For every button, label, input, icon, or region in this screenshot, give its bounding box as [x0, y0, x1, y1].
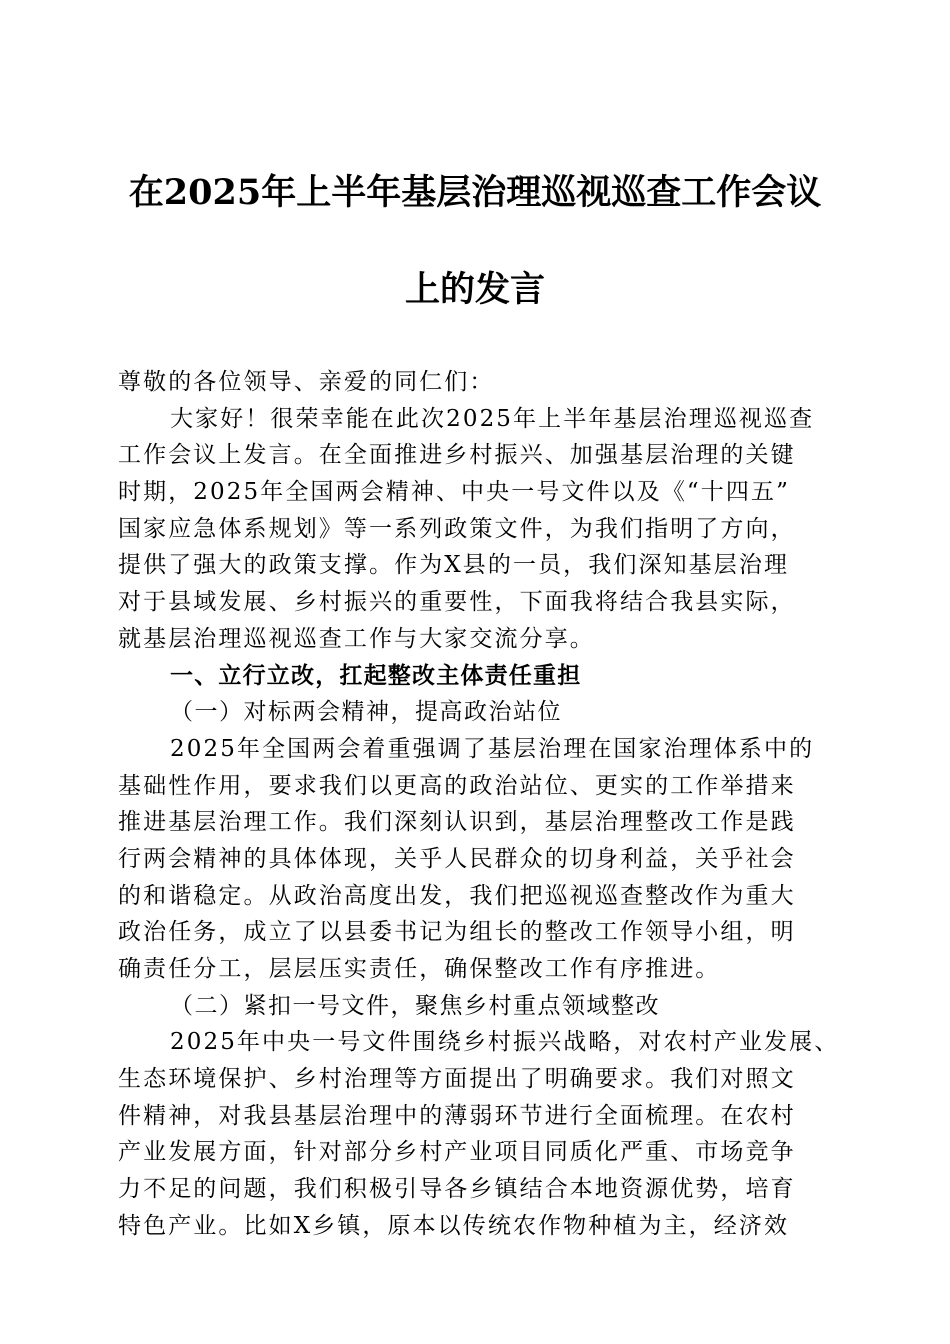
paragraph-line: 生态环境保护、乡村治理等方面提出了明确要求。我们对照文	[118, 1066, 796, 1093]
paragraph-line: 对于县域发展、乡村振兴的重要性，下面我将结合我县实际，	[118, 589, 796, 616]
paragraph-line: 时期，2025年全国两会精神、中央一号文件以及《“十四五”	[118, 479, 790, 506]
subsection-heading-1: （一）对标两会精神，提高政治站位	[170, 699, 562, 726]
paragraph-line: 大家好！很荣幸能在此次2025年上半年基层治理巡视巡查	[170, 405, 815, 432]
title-line-2: 上的发言	[404, 269, 545, 310]
paragraph-line: 件精神，对我县基层治理中的薄弱环节进行全面梳理。在农村	[118, 1102, 796, 1129]
paragraph-line: 国家应急体系规划》等一系列政策文件，为我们指明了方向，	[118, 515, 796, 542]
paragraph-line: 2025年中央一号文件围绕乡村振兴战略，对农村产业发展、	[170, 1029, 840, 1056]
section-heading-1: 一、立行立改，扛起整改主体责任重担	[170, 661, 582, 689]
salutation: 尊敬的各位领导、亲爱的同仁们：	[118, 369, 495, 395]
title-line-1: 在2025年上半年基层治理巡视巡查工作会议	[128, 172, 822, 213]
paragraph-line: 提供了强大的政策支撑。作为X县的一员，我们深知基层治理	[118, 552, 790, 579]
paragraph-line: 工作会议上发言。在全面推进乡村振兴、加强基层治理的关键	[118, 442, 796, 469]
paragraph-line: 产业发展方面，针对部分乡村产业项目同质化严重、市场竞争	[118, 1139, 796, 1166]
paragraph-line: 2025年全国两会着重强调了基层治理在国家治理体系中的	[170, 735, 815, 762]
paragraph-line: 的和谐稳定。从政治高度出发，我们把巡视巡查整改作为重大	[118, 882, 796, 909]
subsection-heading-2: （二）紧扣一号文件，聚焦乡村重点领域整改	[170, 992, 660, 1019]
paragraph-line: 力不足的问题，我们积极引导各乡镇结合本地资源优势，培育	[118, 1176, 796, 1203]
paragraph-line: 特色产业。比如X乡镇，原本以传统农作物种植为主，经济效	[118, 1212, 790, 1239]
document-body	[118, 364, 838, 1245]
paragraph-line: 基础性作用，要求我们以更高的政治站位、更实的工作举措来	[118, 772, 796, 799]
paragraph-line: 行两会精神的具体体现，关乎人民群众的切身利益，关乎社会	[118, 845, 796, 872]
paragraph-line: 就基层治理巡视巡查工作与大家交流分享。	[118, 625, 595, 652]
paragraph-line: 政治任务，成立了以县委书记为组长的整改工作领导小组，明	[118, 919, 796, 946]
paragraph-line: 推进基层治理工作。我们深刻认识到，基层治理整改工作是践	[118, 809, 796, 836]
paragraph-line: 确责任分工，层层压实责任，确保整改工作有序推进。	[118, 956, 721, 982]
